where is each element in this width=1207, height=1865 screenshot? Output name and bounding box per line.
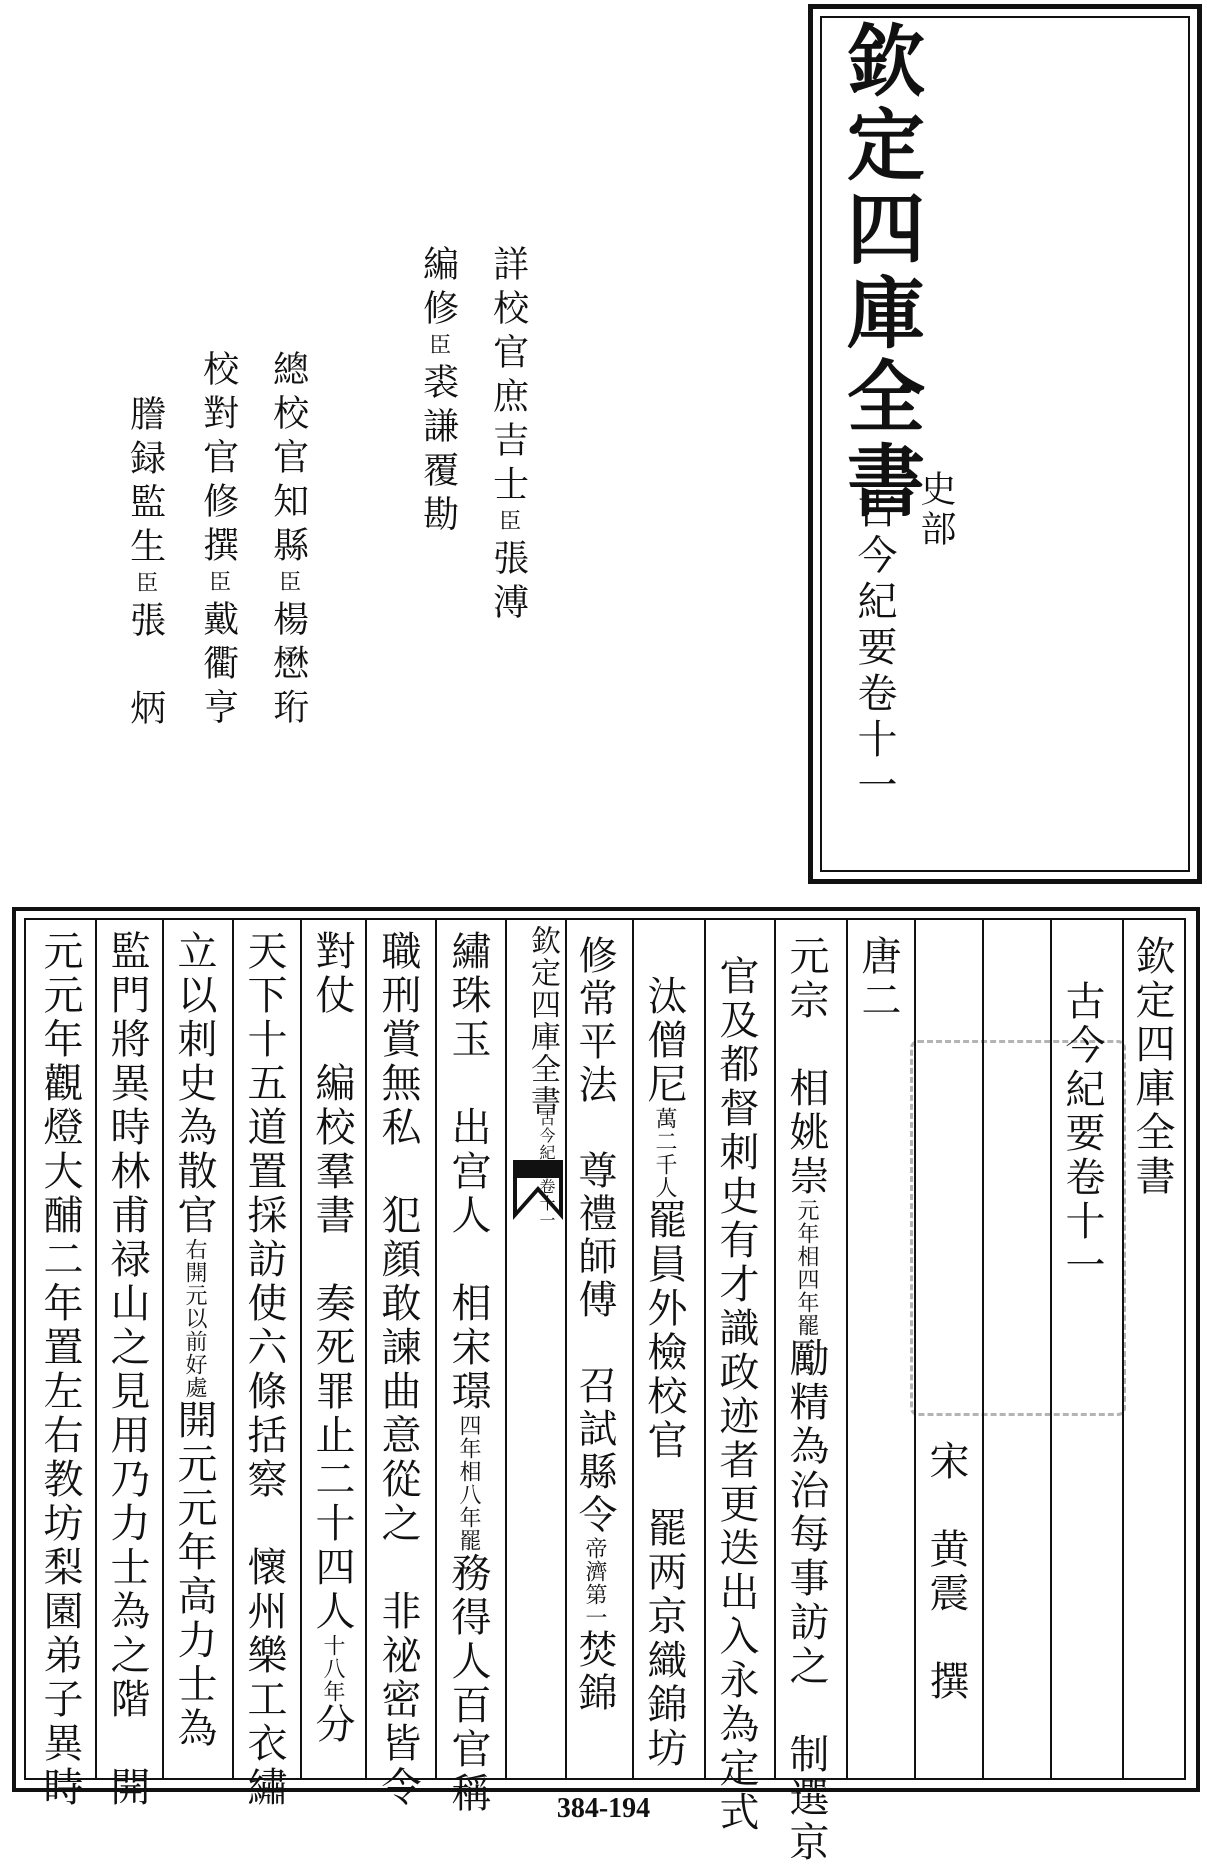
cover-title: 欽定四庫全書 bbox=[834, 20, 925, 524]
column-tail-text: 務得人百官稱 bbox=[445, 1552, 491, 1816]
column-rule bbox=[846, 920, 848, 1778]
text-column: 古今紀要卷十一 bbox=[1059, 980, 1105, 1288]
column-main-text: 元宗 相姚崇 bbox=[783, 935, 829, 1199]
column-rule bbox=[365, 920, 367, 1778]
credit-line bbox=[125, 395, 165, 733]
column-main-text: 汰僧尼 bbox=[641, 975, 687, 1107]
credit-mark: 臣 bbox=[425, 333, 451, 363]
credit-name: 戴衢亨 bbox=[197, 600, 239, 732]
text-column bbox=[572, 935, 617, 1715]
text-column: 監門將異時林甫禄山之見用乃力士為之階 開 bbox=[104, 930, 150, 1810]
credit-name: 張 炳 bbox=[124, 601, 166, 733]
column-tail-text: 勵精為治每事訪之 制選京 bbox=[783, 1337, 829, 1865]
credit-line bbox=[198, 350, 238, 732]
text-column bbox=[171, 930, 217, 1751]
column-tail-text: 分 bbox=[309, 1703, 355, 1747]
text-column: 天下十五道置採訪使六條括察 懷州樂工衣繡 bbox=[241, 930, 287, 1810]
credit-role: 詳校官庶吉士 bbox=[487, 245, 529, 509]
credit-name: 裘謙覆勘 bbox=[417, 363, 459, 539]
fold-subtitle: 古今紀要卷十一 bbox=[537, 1110, 556, 1229]
text-column bbox=[641, 975, 687, 1771]
fold-title: 欽定四庫全書 bbox=[525, 925, 560, 1117]
column-note: 帝濟第一 bbox=[582, 1537, 607, 1629]
column-rule bbox=[1050, 920, 1052, 1778]
column-rule bbox=[565, 920, 567, 1778]
column-rule bbox=[774, 920, 776, 1778]
column-rule bbox=[982, 920, 984, 1778]
text-column: 元元年觀燈大酺二年置左右教坊梨園弟子異時 bbox=[37, 930, 83, 1810]
credit-line bbox=[418, 245, 458, 539]
column-main-text: 修常平法 尊禮師傅 召試縣令 bbox=[572, 935, 617, 1537]
column-rule bbox=[162, 920, 164, 1778]
text-column: 宋 黄震 撰 bbox=[923, 1440, 969, 1704]
credit-line bbox=[268, 350, 308, 732]
credit-line bbox=[488, 245, 528, 627]
column-rule bbox=[914, 920, 916, 1778]
text-column: 職刑賞無私 犯顔敢諫曲意從之 非祕密皆令 bbox=[375, 930, 421, 1810]
column-note: 萬二千人 bbox=[652, 1107, 677, 1199]
credit-role: 謄録監生 bbox=[124, 395, 166, 571]
credit-mark: 臣 bbox=[205, 570, 231, 600]
column-main-text: 立以刺史為散官 bbox=[171, 930, 217, 1238]
column-note: 元年相四年罷 bbox=[794, 1199, 819, 1337]
column-tail-text: 焚錦 bbox=[572, 1629, 617, 1715]
page-number-footer: 384-194 bbox=[556, 1793, 651, 1824]
column-rule bbox=[300, 920, 302, 1778]
column-rule bbox=[505, 920, 507, 1778]
column-tail-text: 罷員外檢校官 罷两京織錦坊 bbox=[641, 1199, 687, 1771]
credit-mark: 臣 bbox=[495, 509, 521, 539]
column-rule bbox=[95, 920, 97, 1778]
credit-mark: 臣 bbox=[275, 570, 301, 600]
column-note: 右開元以前好處 bbox=[182, 1238, 207, 1399]
column-note: 十八年 bbox=[320, 1634, 345, 1703]
column-rule bbox=[435, 920, 437, 1778]
text-column bbox=[309, 930, 355, 1747]
text-column bbox=[445, 930, 491, 1816]
column-rule bbox=[632, 920, 634, 1778]
cover-volume: 古今紀要卷十一 bbox=[851, 488, 897, 810]
credit-role: 校對官修撰 bbox=[197, 350, 239, 570]
column-note: 四年相八年罷 bbox=[456, 1414, 481, 1552]
column-main-text: 對仗 編校羣書 奏死罪止二十四人 bbox=[309, 930, 355, 1634]
credit-name: 楊懋珩 bbox=[267, 600, 309, 732]
text-column bbox=[783, 935, 829, 1865]
credit-name: 張溥 bbox=[487, 539, 529, 627]
column-tail-text: 開元元年高力士為 bbox=[171, 1399, 217, 1751]
cover-category: 史部 bbox=[915, 470, 956, 550]
text-column: 欽定四庫全書 bbox=[1129, 935, 1175, 1199]
text-column: 唐二 bbox=[855, 935, 901, 1023]
column-rule bbox=[704, 920, 706, 1778]
credit-mark: 臣 bbox=[132, 571, 158, 601]
column-main-text: 繡珠玉 出宫人 相宋璟 bbox=[445, 930, 491, 1414]
text-column: 官及都督刺史有才識政迹者更迭出入永為定式 bbox=[713, 955, 759, 1835]
column-rule bbox=[1122, 920, 1124, 1778]
credit-role: 編修 bbox=[417, 245, 459, 333]
column-rule bbox=[232, 920, 234, 1778]
credit-role: 總校官知縣 bbox=[267, 350, 309, 570]
